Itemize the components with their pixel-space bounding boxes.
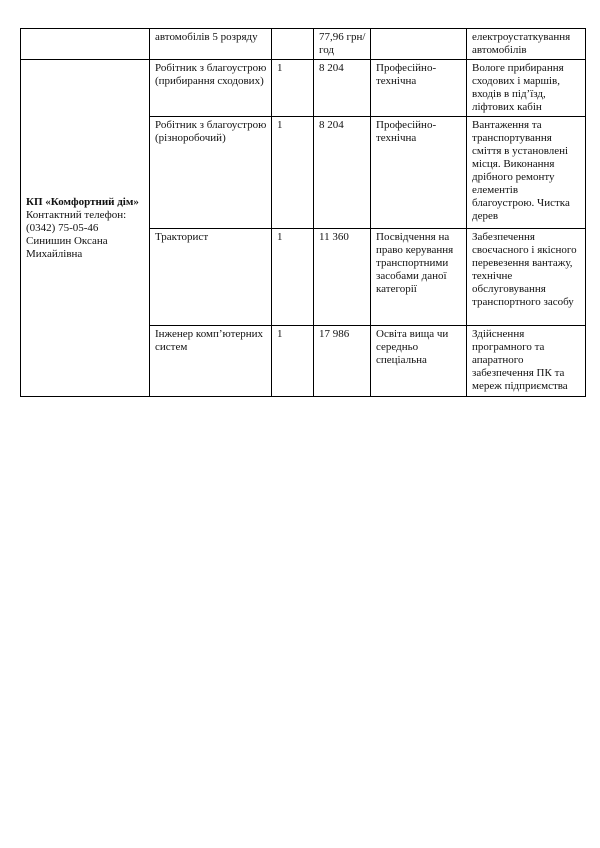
organization-cell — [21, 29, 150, 60]
salary-cell: 11 360 — [314, 229, 371, 326]
education-cell: Освіта вища чи середньо спеціальна — [371, 326, 467, 397]
contact-person: Синишин Оксана — [26, 234, 108, 247]
contact-person: Михайлівна — [26, 247, 83, 260]
phone-label: Контактний телефон: — [26, 208, 127, 221]
table-row — [21, 29, 586, 60]
education-cell — [371, 29, 467, 60]
duties-cell: Здійснення програмного та апаратного забезпечення ПК та мереж підприємства — [467, 326, 586, 397]
position-cell: Інженер комп’ютерних систем — [150, 326, 272, 397]
organization-cell — [21, 60, 150, 397]
salary-cell: 77,96 грн/год — [314, 29, 371, 60]
education-cell: Посвідчення на право керування транспортними засобами даної категорії — [371, 229, 467, 326]
count-cell: 1 — [272, 229, 314, 326]
duties-cell: Вантаження та транспортування сміття в установлені місця. Виконання дрібного ремонту елементів благоустрою. Чистка дерев — [467, 117, 586, 229]
duties-cell: електроустаткування автомобілів — [467, 29, 586, 60]
education-cell: Професійно-технічна — [371, 60, 467, 117]
education-cell: Професійно-технічна — [371, 117, 467, 229]
salary-cell: 8 204 — [314, 117, 371, 229]
position-cell: Робітник з благоустрою (прибирання сходових) — [150, 60, 272, 117]
count-cell: 1 — [272, 326, 314, 397]
phone-number: (0342) 75-05-46 — [26, 221, 99, 234]
count-cell: 1 — [272, 60, 314, 117]
duties-cell: Забезпечення своєчасного і якісного перевезення вантажу, технічне обслуговування транспортного засобу — [467, 229, 586, 326]
position-cell: Робітник з благоустрою (різноробочий) — [150, 117, 272, 229]
table-row — [21, 60, 586, 117]
vacancy-table — [20, 28, 586, 397]
organization-name: КП «Комфортний дім» — [26, 195, 139, 208]
position-cell: Тракторист — [150, 229, 272, 326]
count-cell: 1 — [272, 117, 314, 229]
duties-cell: Вологе прибирання сходових і маршів, входів в під’їзд, ліфтових кабін — [467, 60, 586, 117]
position-cell: автомобілів 5 розряду — [150, 29, 272, 60]
count-cell — [272, 29, 314, 60]
salary-cell: 17 986 — [314, 326, 371, 397]
salary-cell: 8 204 — [314, 60, 371, 117]
